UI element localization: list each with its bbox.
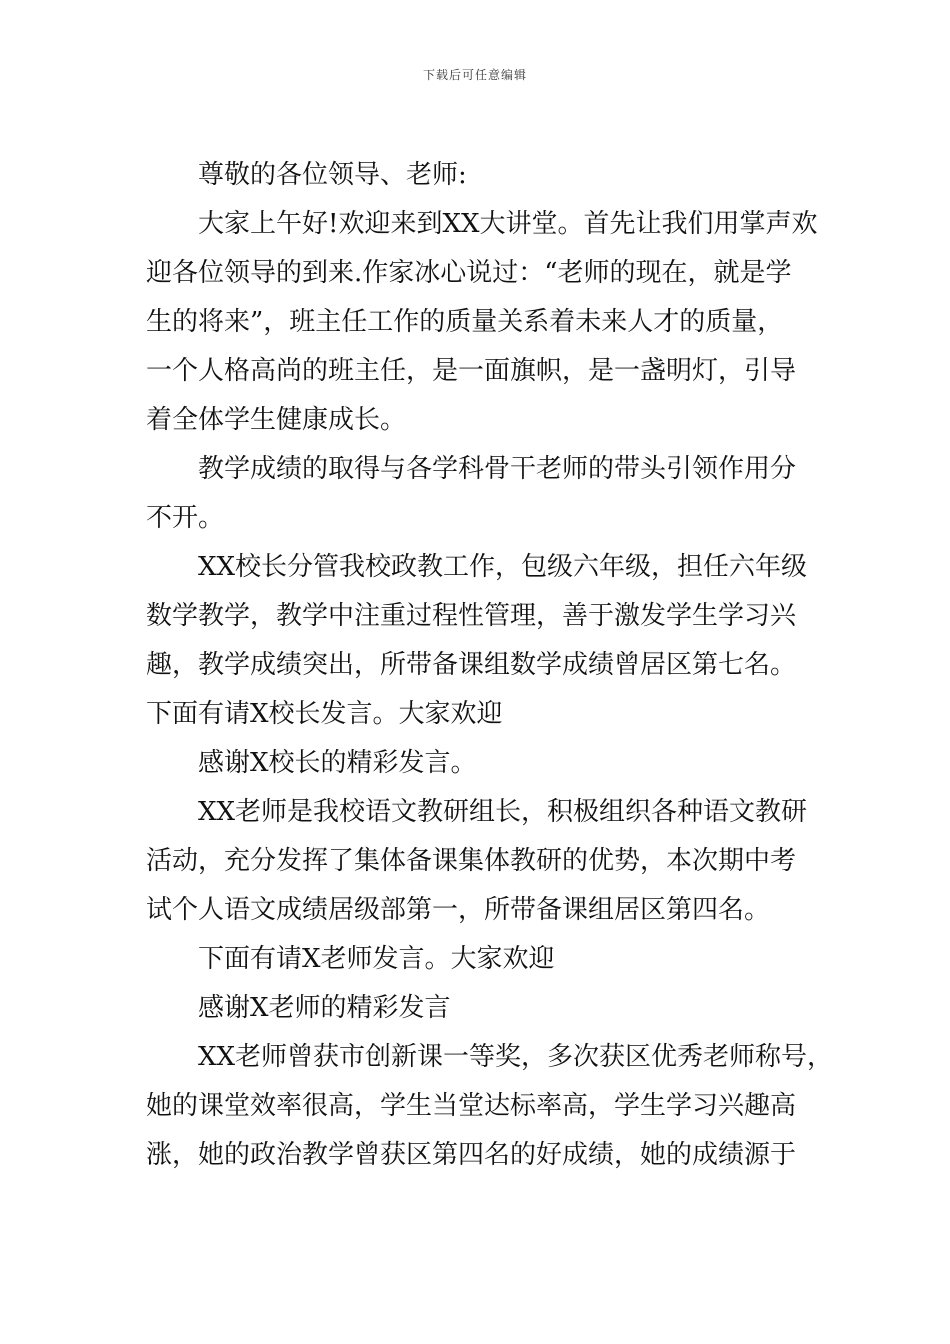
- text-line: 不开。: [146, 503, 225, 533]
- text-line: 一个人格高尚的班主任，是一面旗帜，是一盏明灯，引导: [146, 356, 797, 386]
- text-line: XX老师是我校语文教研组长，积极组织各种语文教研: [198, 797, 808, 827]
- text-line: 教学成绩的取得与各学科骨干老师的带头引领作用分: [198, 454, 797, 484]
- text-line: 数学教学，教学中注重过程性管理，善于激发学生学习兴: [146, 601, 797, 631]
- text-line: 下面有请X老师发言。大家欢迎: [198, 944, 555, 974]
- document-body: [146, 151, 836, 1180]
- text-line: XX老师曾获市创新课一等奖，多次获区优秀老师称号，: [198, 1042, 834, 1072]
- text-line: 试个人语文成绩居级部第一，所带备课组居区第四名。: [146, 895, 771, 925]
- text-line: XX校长分管我校政教工作，包级六年级，担任六年级: [198, 552, 808, 582]
- text-line: 涨，她的政治教学曾获区第四名的好成绩，她的成绩源于: [146, 1140, 797, 1170]
- text-line: 着全体学生健康成长。: [146, 405, 407, 435]
- text-line: 生的将来”，班主任工作的质量关系着未来人才的质量，: [146, 307, 784, 337]
- text-line: 感谢X老师的精彩发言: [198, 993, 451, 1023]
- text-line: 趣，教学成绩突出，所带备课组数学成绩曾居区第七名。: [146, 650, 797, 680]
- text-line: 感谢X校长的精彩发言。: [198, 748, 477, 778]
- text-line: 迎各位领导的到来.作家冰心说过：“老师的现在，就是学: [146, 258, 792, 288]
- text-line: 她的课堂效率很高，学生当堂达标率高，学生学习兴趣高: [146, 1091, 797, 1121]
- page-header-note: 下载后可任意编辑: [422, 68, 527, 82]
- text-line: 活动，充分发挥了集体备课集体教研的优势，本次期中考: [146, 846, 797, 876]
- text-line: 大家上午好!欢迎来到XX大讲堂。首先让我们用掌声欢: [198, 209, 818, 239]
- text-line: 下面有请X校长发言。大家欢迎: [146, 699, 503, 729]
- salutation-line: 尊敬的各位领导、老师:: [198, 160, 467, 190]
